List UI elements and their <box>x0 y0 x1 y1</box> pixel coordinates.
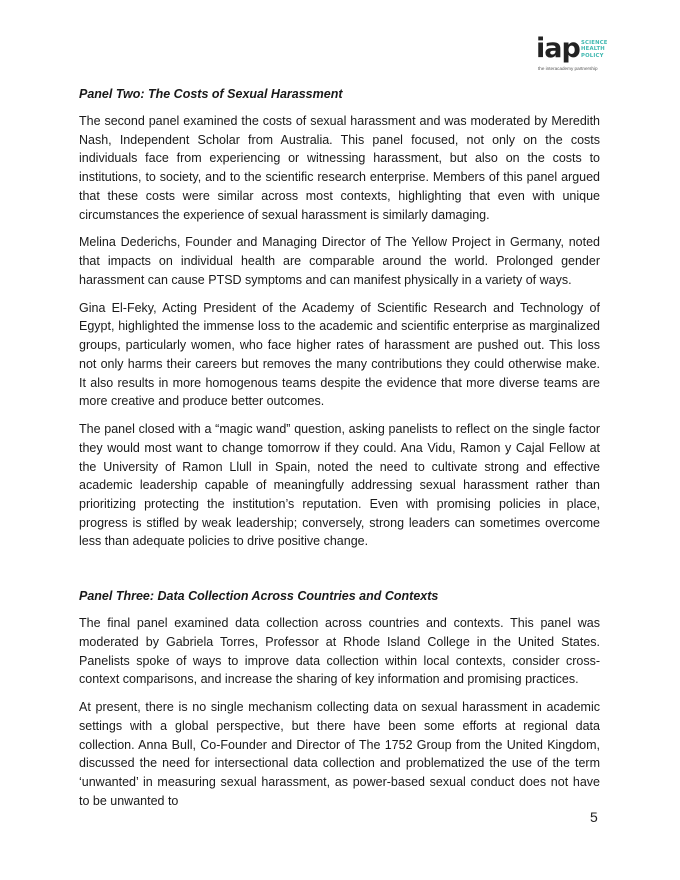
main-content <box>79 85 600 820</box>
section-three-heading: Panel Three: Data Collection Across Countries and Contexts <box>79 589 439 604</box>
section-two-paragraph-4: The panel closed with a “magic wand” question, asking panelists to reflect on the single factor they would most want to change tomorrow if they could. Ana Vidu, Ramon y Cajal Fellow at the University of Ramon Llull in Spain, noted the need to cultivate strong and effective academic leadership capable of meaningfully addressing sexual harassment rather than prioritizing protecting the institution’s reputation. Even with promising policies in place, progress is stifled by weak leadership; conversely, strong leaders can sometimes overcome less than adequate policies to drive positive change. <box>79 422 600 549</box>
logo-wordmark: iap <box>536 33 580 64</box>
iap-logo <box>536 33 618 74</box>
section-spacer <box>79 560 600 587</box>
section-two-paragraph-2: Melina Dederichs, Founder and Managing Director of The Yellow Project in Germany, noted that impacts on individual health are comparable around the world. Prolonged gender harassment can cause PTSD symptoms and can manifest physically in a variety of ways. <box>79 235 600 287</box>
section-two-heading: Panel Two: The Costs of Sexual Harassment <box>79 87 343 101</box>
page-number: 5 <box>590 809 598 825</box>
logo-subtitle <box>581 40 608 59</box>
section-three-paragraph-2: At present, there is no single mechanism collecting data on sexual harassment in academic settings with a global perspective, but there have been some efforts at regional data collection. Anna Bull, Co-Founder and Director of The 1752 Group from the United Kingdom, discussed the need for intersectional data collection and problematized the use of the term ‘unwanted’ in measuring sexual harassment, as power-based sexual conduct does not have to be unwanted to <box>79 700 600 808</box>
logo-line-policy: POLICY <box>581 52 604 59</box>
section-two-paragraph-3: Gina El-Feky, Acting President of the Academy of Scientific Research and Technology of Egypt, highlighted the immense loss to the academic and scientific enterprise as marginalized groups, particularly women, who face higher rates of harassment are pushed out. This loss not only harms their careers but removes the many contributions they could otherwise make. It also results in more homogenous teams despite the evidence that more diverse teams are more creative and produce better outcomes. <box>79 300 600 409</box>
logo-tagline: the interacademy partnership <box>538 66 598 71</box>
section-three-paragraph-1: The final panel examined data collection across countries and contexts. This panel was moderated by Gabriela Torres, Professor at Rhode Island College in the United States. Panelists spoke of ways to improve data collection within local contexts, consider cross-context comparisons, and increase the sharing of key information and promising practices. <box>79 616 600 687</box>
logo-line-science: SCIENCE <box>581 40 608 46</box>
logo-line-health: HEALTH <box>581 46 605 53</box>
section-two-paragraph-1: The second panel examined the costs of sexual harassment and was moderated by Meredith Nash, Independent Scholar from Australia. This panel focused, not only on the costs individuals face from experiencing or witnessing harassment, but also on the costs to institutions, to society, and to the scientific research enterprise. Members of this panel argued that these costs were similar across most contexts, highlighting that even with unique circumstances the experience of sexual harassment is similarly damaging. <box>79 114 600 222</box>
